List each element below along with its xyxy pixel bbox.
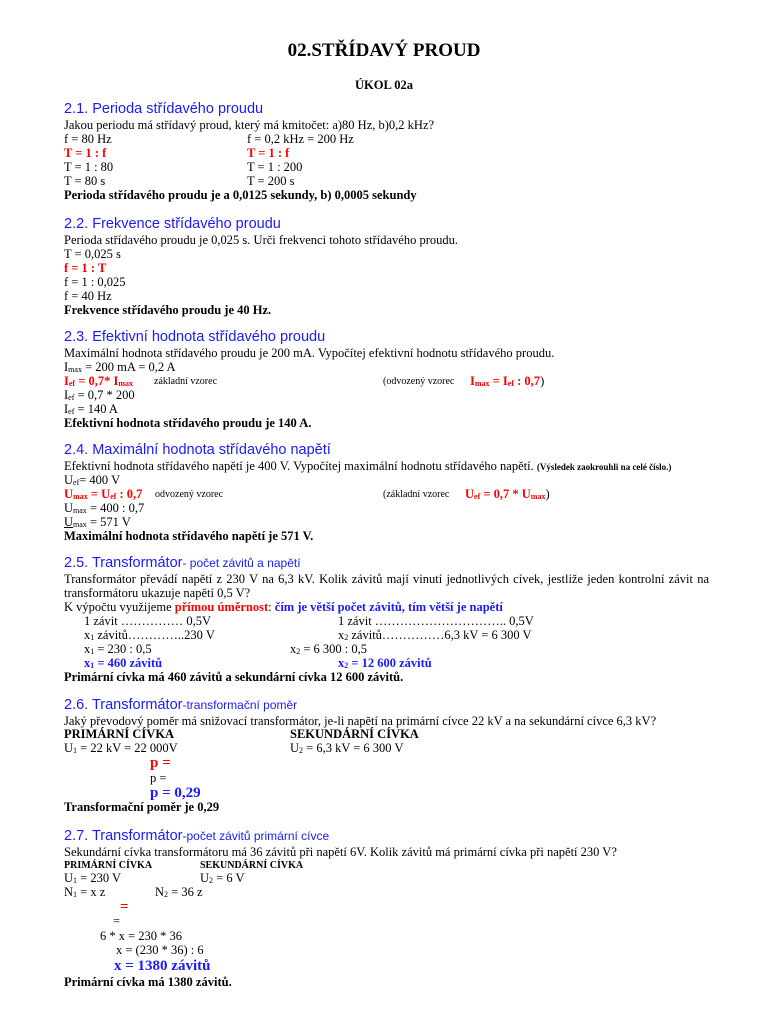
task-label: ÚKOL 02a	[355, 78, 413, 92]
primary-coil-label-2-7: PRIMÁRNÍ CÍVKA	[64, 860, 153, 871]
derived-formula-label-2-3: (odvozený vzorec	[383, 376, 455, 387]
section-heading-2-1: 2.1. Perioda střídavého proudu	[64, 101, 264, 117]
formula-2-3: $I_{ef} = 0,7*$ $I_{max}$	[64, 374, 134, 388]
answer-2-4: Maximální hodnota střídavého napětí je 571 V.	[64, 529, 314, 543]
formula-2-2: f = 1 : T	[64, 261, 107, 275]
section-heading-2-7: 2.7. Transformátor-počet závitů primární cívce	[64, 828, 330, 844]
primary-coil-label: PRIMÁRNÍ CÍVKA	[64, 727, 175, 741]
basic-formula-label-2-3: základní vzorec	[154, 376, 218, 387]
ratio-substitution: p =	[150, 771, 167, 785]
secondary-coil-label-2-7: SEKUNDÁRNÍ CÍVKA	[200, 860, 304, 871]
u2-2-6: $U_2 = 6,3$ kV = 6 300 V	[290, 741, 404, 755]
answer-2-2: Frekvence střídavého proudu je 40 Hz.	[64, 303, 272, 317]
page-title: 02.STŘÍDAVÝ PROUD	[287, 40, 481, 61]
calc-a-line3: T = 1 : 80	[64, 160, 114, 174]
ratio-x1-line2: $x_1$ závitů…………..230 V	[84, 628, 215, 642]
calc-x2: $x_2 = 6$ 300 : 0,5	[290, 642, 368, 656]
derived-formula-label-2-4: odvozený vzorec	[155, 489, 224, 500]
turns-equation: 6 * x = 230 * 36	[100, 929, 183, 943]
answer-2-1: Perioda střídavého proudu je a 0,0125 sekundy, b) 0,0005 sekundy	[64, 188, 417, 202]
u1-2-6: $U_1 = 22$ kV = 22 000V	[64, 741, 178, 755]
calc-2-3-line3: $I_{ef} = 0,7 * 200$	[64, 388, 135, 402]
question-2-5: Transformátor převádí napětí z 230 V na 6,3 kV. Kolik závitů mají vinutí jednotlivých cívek, jestliže jeden kontrolní závit na transformátoru ukazuje napětí 0,5 V?	[64, 572, 709, 600]
calc-b-line3: T = 1 : 200	[247, 160, 303, 174]
method-2-5: K výpočtu využijeme přímou úměrnost: čím je větší počet závitů, tím větší je napětí	[64, 600, 503, 614]
n1-2-7: $N_1 = x$ z	[64, 885, 106, 899]
calc-2-3-line1: $I_{max} = 200$ mA = 0,2 A	[64, 360, 176, 374]
turns-solve: x = (230 * 36) : 6	[116, 943, 204, 957]
calc-a-line4: T = 80 s	[64, 174, 106, 188]
calc-2-2-line4: f = 40 Hz	[64, 289, 112, 303]
question-2-4: Efektivní hodnota střídavého napětí je 400 V. Vypočítej maximální hodnotu střídavého napětí. (Výsledek zaokrouhli na celé číslo.)	[64, 459, 672, 473]
secondary-coil-label: SEKUNDÁRNÍ CÍVKA	[290, 727, 419, 741]
calc-2-4-line3: $U_{max} = 400$ : 0,7	[64, 501, 145, 515]
ratio-result: p = 0,29	[150, 785, 201, 801]
calc-a-line1: f = 80 Hz	[64, 132, 112, 146]
section-heading-2-3: 2.3. Efektivní hodnota střídavého proudu	[64, 329, 326, 345]
section-heading-2-4: 2.4. Maximální hodnota střídavého napětí	[64, 442, 331, 458]
answer-2-7: Primární cívka má 1380 závitů.	[64, 975, 232, 989]
result-x2: $x_2 = 12$ 600 závitů	[338, 656, 432, 670]
calc-2-4-line4: $U_{max} = 571$ V	[64, 515, 131, 529]
question-2-7: Sekundární cívka transformátoru má 36 závitů při napětí 6V. Kolik závitů má primární cívka při napětí 230 V?	[64, 845, 617, 859]
section-heading-2-6: 2.6. Transformátor-transformační poměr	[64, 697, 298, 713]
calc-2-2-line1: T = 0,025 s	[64, 247, 121, 261]
u2-2-7: $U_2 = 6$ V	[200, 871, 245, 885]
question-2-3: Maximální hodnota střídavého proudu je 200 mA. Vypočítej efektivní hodnotu střídavého proudu.	[64, 346, 555, 360]
question-2-1: Jakou periodu má střídavý proud, který má kmitočet: a)80 Hz, b)0,2 kHz?	[64, 118, 435, 132]
rounding-note: (Výsledek zaokrouhli na celé číslo.)	[536, 462, 672, 472]
section-heading-2-2: 2.2. Frekvence střídavého proudu	[64, 216, 281, 232]
calc-2-3-line4: $I_{ef} = 140$ A	[64, 402, 118, 416]
u1-2-7: $U_1 = 230$ V	[64, 871, 122, 885]
calc-2-4-line1: $U_{ef}= 400$ V	[64, 473, 121, 487]
ratio-x1-line1: 1 závit …………… 0,5V	[84, 614, 212, 628]
turns-result: x = 1380 závitů	[114, 958, 211, 974]
calc-2-2-line3: f = 1 : 0,025	[64, 275, 126, 289]
question-2-2: Perioda střídavého proudu je 0,025 s. Urči frekvenci tohoto střídavého proudu.	[64, 233, 459, 247]
formula-b: T = 1 : f	[247, 146, 290, 160]
ratio-x2-line1: 1 závit ………………………….. 0,5V	[338, 614, 534, 628]
answer-2-6: Transformační poměr je 0,29	[64, 800, 220, 814]
n2-2-7: $N_2 = 36$ z	[155, 885, 203, 899]
formula-2-4: $U_{max} = U_{ef}$ : 0,7	[64, 487, 143, 501]
derived-formula-2-3: $I_{max} = I_{ef}$ : 0,7)	[470, 374, 545, 388]
calc-x1: $x_1 = 230$ : 0,5	[84, 642, 152, 656]
ratio-x2-line2: $x_2$ závitů……………6,3 kV = 6 300 V	[338, 628, 532, 642]
calc-b-line1: f = 0,2 kHz = 200 Hz	[247, 132, 354, 146]
result-x1: $x_1 = 460$ závitů	[84, 656, 163, 670]
ratio-formula: p =	[150, 755, 171, 771]
basic-formula-2-4: $U_{ef} = 0,7 * U_{max}$)	[465, 487, 550, 501]
turns-substitution: =	[113, 914, 121, 928]
answer-2-3: Efektivní hodnota střídavého proudu je 140 A.	[64, 416, 312, 430]
section-heading-2-5: 2.5. Transformátor- počet závitů a napětí	[64, 555, 301, 571]
question-2-6: Jaký převodový poměr má snižovací transformátor, je-li napětí na primární cívce 22 kV a na sekundární cívce 6,3 kV?	[64, 714, 657, 728]
answer-2-5: Primární cívka má 460 závitů a sekundární cívka 12 600 závitů.	[64, 670, 404, 684]
formula-a: T = 1 : f	[64, 146, 107, 160]
calc-b-line4: T = 200 s	[247, 174, 295, 188]
turns-formula: =	[120, 899, 129, 915]
basic-formula-label-2-4: (základní vzorec	[383, 489, 450, 500]
